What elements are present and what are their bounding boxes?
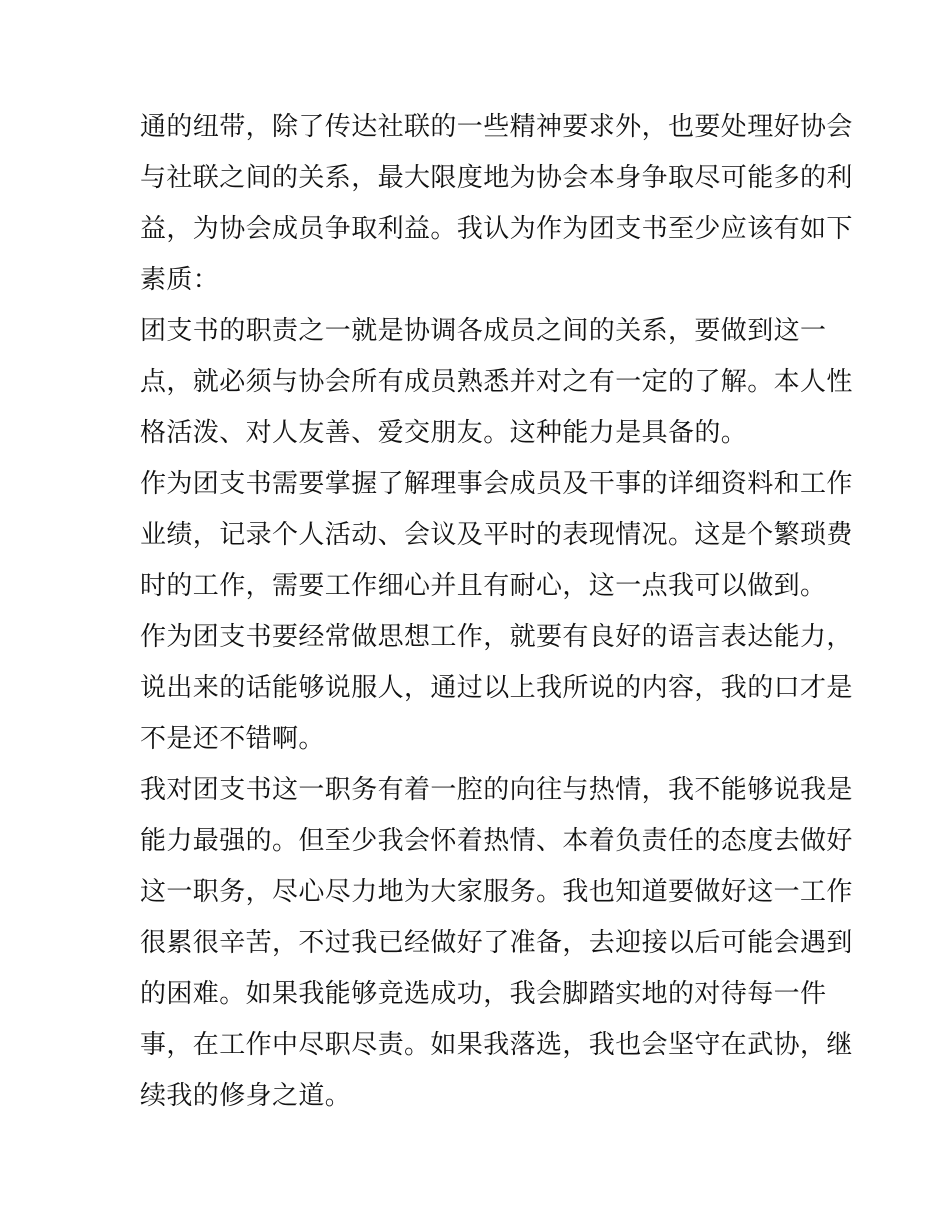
text-line: 时的工作，需要工作细心并且有耐心，这一点我可以做到。	[140, 571, 827, 601]
text-line: 通的纽带，除了传达社联的一些精神要求外，也要处理好协会	[140, 112, 853, 142]
text-line: 业绩，记录个人活动、会议及平时的表现情况。这是个繁琐费	[140, 520, 853, 550]
text-line: 团支书的职责之一就是协调各成员之间的关系，要做到这一	[140, 316, 827, 346]
text-line: 格活泼、对人友善、爱交朋友。这种能力是具备的。	[140, 418, 748, 448]
text-line: 事，在工作中尽职尽责。如果我落选，我也会坚守在武协，继	[140, 1030, 853, 1060]
text-line: 素质：	[140, 265, 220, 295]
text-line: 我对团支书这一职务有着一腔的向往与热情，我不能够说我是	[140, 775, 853, 805]
text-line: 的困难。如果我能够竞选成功，我会脚踏实地的对待每一件	[140, 979, 827, 1009]
text-line: 不是还不错啊。	[140, 724, 325, 754]
text-line: 能力最强的。但至少我会怀着热情、本着负责任的态度去做好	[140, 826, 853, 856]
text-line: 作为团支书需要掌握了解理事会成员及干事的详细资料和工作	[140, 469, 853, 499]
text-line: 益，为协会成员争取利益。我认为作为团支书至少应该有如下	[140, 214, 853, 244]
text-line: 点，就必须与协会所有成员熟悉并对之有一定的了解。本人性	[140, 367, 853, 397]
text-line: 续我的修身之道。	[140, 1081, 352, 1111]
text-line: 作为团支书要经常做思想工作，就要有良好的语言表达能力，	[140, 622, 853, 652]
text-line: 与社联之间的关系，最大限度地为协会本身争取尽可能多的利	[140, 163, 853, 193]
text-line: 很累很辛苦，不过我已经做好了准备，去迎接以后可能会遇到	[140, 928, 853, 958]
text-line: 这一职务，尽心尽力地为大家服务。我也知道要做好这一工作	[140, 877, 853, 907]
text-line: 说出来的话能够说服人，通过以上我所说的内容，我的口才是	[140, 673, 853, 703]
